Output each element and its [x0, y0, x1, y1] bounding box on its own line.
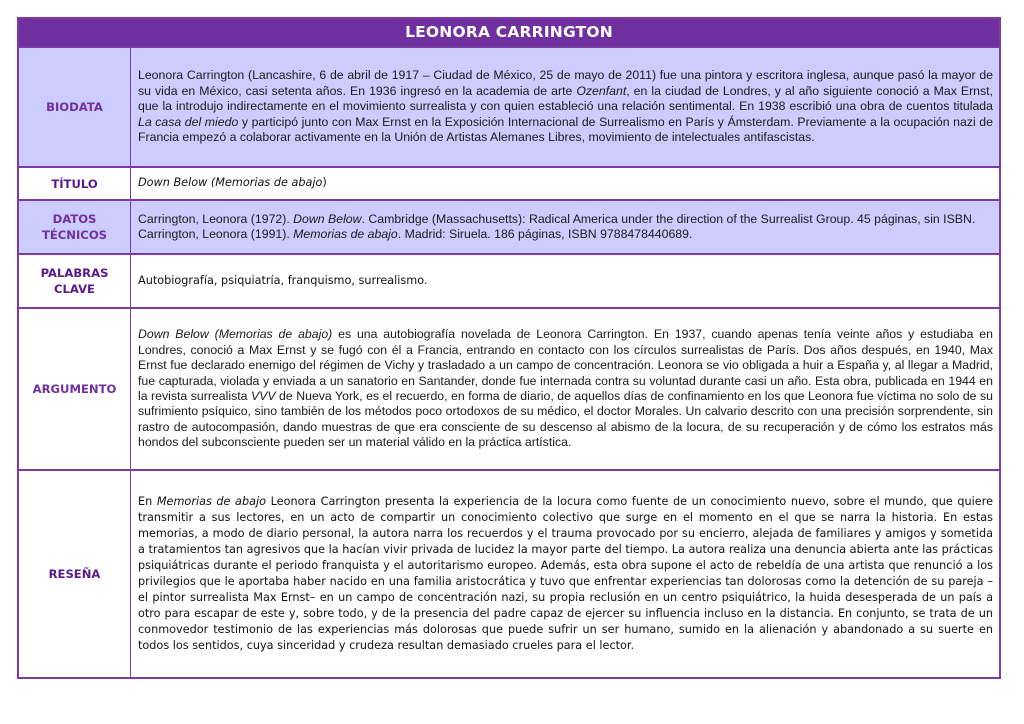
- label-palabras-clave: PALABRAS CLAVE: [19, 254, 131, 308]
- resena-text: En Memorias de abajo Leonora Carrington presenta la experiencia de la locura como fuente de un conocimiento nuevo, sobre el mundo, que quiere transmitir a sus lectores, en un acto de compartir un conocimiento colectivo que surge en el momento en el que se narra la historia. En estas memorias, a modo de diario personal, la autora narra los recuerdos y el trauma provocado por su encierro, alejada de familiares y amigos y sometida a tratamientos tan agresivos que la hacían vivir privada de lucidez la mayor parte del tiempo. La autora realiza una denuncia abierta ante las prácticas psiquiátricas durante el periodo franquista y el autoritarismo europeo. Además, esta obra supone el acto de rebeldía de una artista que renunció a los privilegios que le aportaba haber nacido en una familia aristocrática y tuvo que enfrentar experiencias tan dolorosas como la detención de su pareja –el pintor surrealista Max Ernst– en un campo de concentración nazi, su propia reclusión en un centro psiquiátrico, la huida desesperada de un país a otro para escapar de este y, sobre todo, y de la presencia del padre capaz de ejercer su influencia incluso en la distancia. En conjunto, se trata de un conmovedor testimonio de las experiencias más dolorosas que puede sufrir un ser humano, sumido en la alienación y abandonado a su suerte en todos los sentidos, cuya sinceridad y crudeza resultan demasiado crueles para el lector.: [131, 470, 1000, 677]
- label-datos-tecnicos: DATOS TÉCNICOS: [19, 200, 131, 254]
- table-row-resena: [19, 470, 999, 677]
- info-table: [19, 46, 999, 677]
- label-resena: RESEÑA: [19, 470, 131, 677]
- datos-text: [131, 200, 1000, 254]
- label-argumento: ARGUMENTO: [19, 308, 131, 470]
- label-biodata: BIODATA: [19, 47, 131, 167]
- label-titulo: TÍTULO: [19, 167, 131, 200]
- biodata-text: Leonora Carrington (Lancashire, 6 de abril de 1917 – Ciudad de México, 25 de mayo de 2011) fue una pintora y escritora inglesa, aunque pasó la mayor de su vida en México, casi setenta años. En 1936 ingresó en la academia de arte Ozenfant, en la ciudad de Londres, y al año siguiente conoció a Max Ernst, que la introdujo indirectamente en el movimiento surrealista y con quien estableció una relación sentimental. En 1938 escribió una obra de cuentos titulada La casa del miedo y participó junto con Max Ernst en la Exposición Internacional de Surrealismo en París y Ámsterdam. Previamente a la ocupación nazi de Francia empezó a colaborar activamente en la Unión de Artistas Alemanes Libres, movimiento de intelectuales antifascistas.: [131, 47, 1000, 167]
- table-row-datos-tecnicos: [19, 200, 999, 254]
- document-title: LEONORA CARRINGTON: [19, 19, 999, 46]
- table-row-argumento: [19, 308, 999, 470]
- datos-line-2: Carrington, Leonora (1991). Memorias de abajo. Madrid: Siruela. 186 páginas, ISBN 9788478440689.: [138, 227, 693, 241]
- table-row-titulo: [19, 167, 999, 200]
- titulo-text: Down Below (Memorias de abajo): [131, 167, 1000, 200]
- document-sheet: [17, 17, 1001, 679]
- palabras-text: Autobiografía, psiquiatría, franquismo, surrealismo.: [131, 254, 1000, 308]
- argumento-text: Down Below (Memorias de abajo) es una autobiografía novelada de Leonora Carrington. En 1937, cuando apenas tenía veinte años y estudiaba en Londres, conoció a Max Ernst y se fugó con él a Francia, entrando en contacto con los círculos surrealistas de París. Dos años después, en 1940, Max Ernst fue declarado enemigo del régimen de Vichy y trasladado a un campo de concentración. Leonora se vio obligada a huir a España y, al llegar a Madrid, fue capturada, violada y enviada a un sanatorio en Santander, donde fue internada contra su voluntad durante casi un año. Esta obra, publicada en 1944 en la revista surrealista VVV de Nueva York, es el recuerdo, en forma de diario, de aquellos días de confinamiento en los que Leonora fue víctima no solo de su sufrimiento psíquico, sino también de los métodos poco ortodoxos de su médico, el doctor Morales. Un calvario descrito con una precisión sorprendente, sin rastro de autocompasión, dando muestras de que era consciente de su descenso al abismo de la locura, de su recuperación y de cómo los estratos más hondos del subconsciente pueden ser un material válido en la práctica artística.: [131, 308, 1000, 470]
- datos-line-1: Carrington, Leonora (1972). Down Below. Cambridge (Massachusetts): Radical America under the direction of the Surrealist Group. 45 páginas, sin ISBN.: [138, 211, 976, 226]
- table-row-palabras-clave: [19, 254, 999, 308]
- table-row-biodata: [19, 47, 999, 167]
